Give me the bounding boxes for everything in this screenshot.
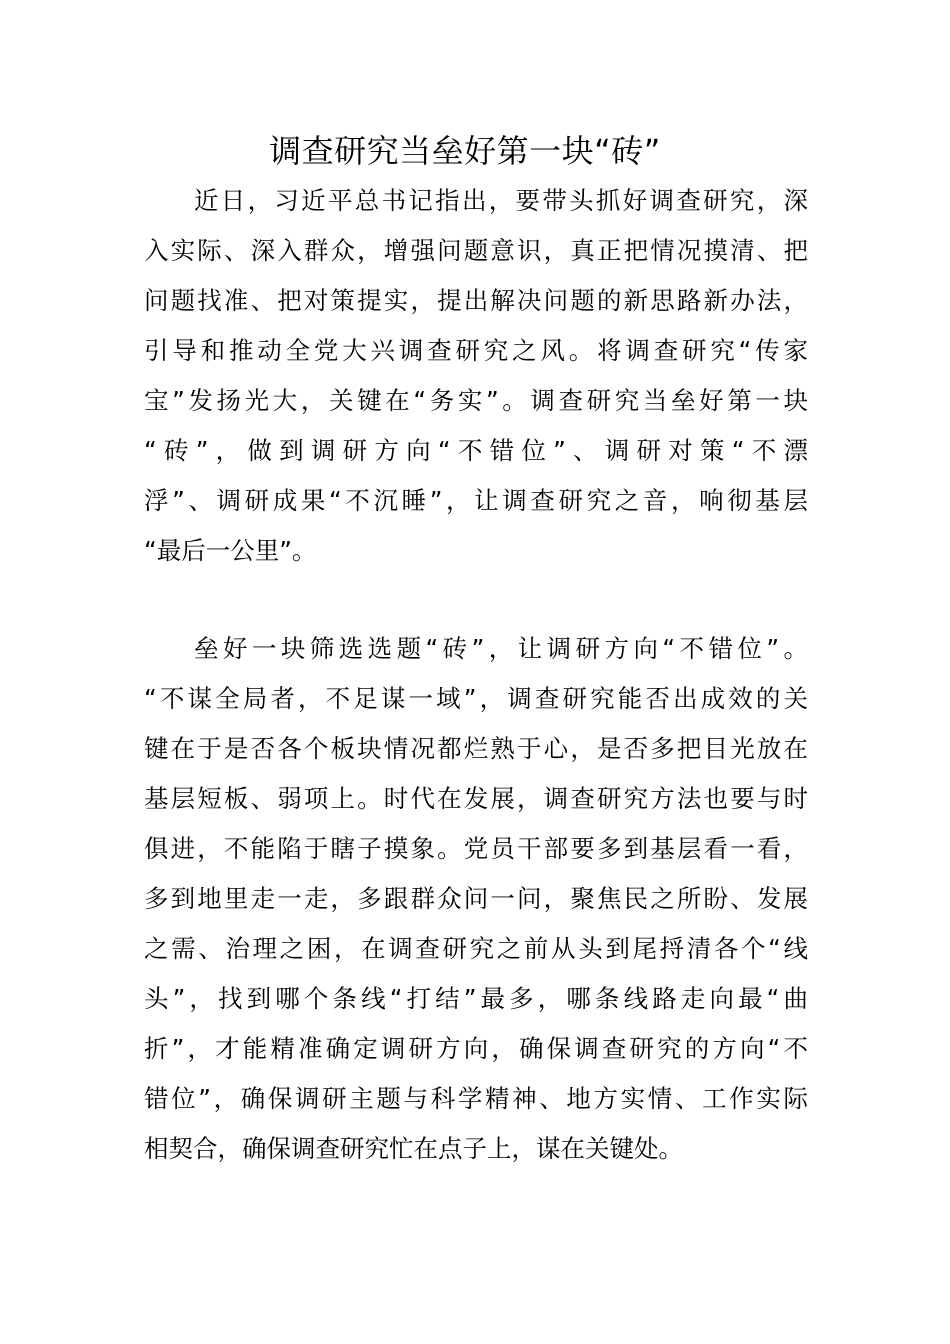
paragraph-line: 相契合，确保调查研究忙在点子上，谋在关键处。	[144, 1134, 683, 1163]
paragraph-line: 多到地里走一走，多跟群众问一问，聚焦民之所盼、发展	[144, 884, 808, 913]
paragraph-line: 键在于是否各个板块情况都烂熟于心，是否多把目光放在	[144, 734, 808, 763]
paragraph-line: “最后一公里”。	[144, 536, 317, 565]
paragraph-line: 俱进，不能陷于瞎子摸象。党员干部要多到基层看一看，	[144, 834, 808, 863]
paragraph-line: 之需、治理之困，在调查研究之前从头到尾捋清各个“线	[144, 934, 808, 963]
paragraph-line: 错位”，确保调研主题与科学精神、地方实情、工作实际	[144, 1084, 808, 1113]
paragraph-line: 基层短板、弱项上。时代在发展，调查研究方法也要与时	[144, 784, 808, 813]
paragraph-line: 引导和推动全党大兴调查研究之风。将调查研究“传家	[144, 336, 808, 365]
paragraph-line: 宝”发扬光大，关键在“务实”。调查研究当垒好第一块	[144, 386, 808, 415]
paragraph-line: 头”，找到哪个条线“打结”最多，哪条线路走向最“曲	[144, 984, 808, 1013]
paragraph-line: “不谋全局者，不足谋一域”，调查研究能否出成效的关	[144, 684, 808, 713]
document-title: 调查研究当垒好第一块“砖”	[269, 132, 661, 170]
paragraph-line: “砖”，做到调研方向“不错位”、调研对策“不漂	[144, 436, 808, 465]
paragraph-line: 浮”、调研成果“不沉睡”，让调查研究之音，响彻基层	[144, 486, 808, 515]
paragraph-line: 垒好一块筛选选题“砖”，让调研方向“不错位”。	[194, 634, 808, 663]
paragraph-line: 入实际、深入群众，增强问题意识，真正把情况摸清、把	[144, 236, 808, 265]
paragraph-line: 近日，习近平总书记指出，要带头抓好调查研究，深	[194, 186, 808, 215]
paragraph-line: 折”，才能精准确定调研方向，确保调查研究的方向“不	[144, 1034, 808, 1063]
paragraph-line: 问题找准、把对策提实，提出解决问题的新思路新办法，	[144, 286, 808, 315]
